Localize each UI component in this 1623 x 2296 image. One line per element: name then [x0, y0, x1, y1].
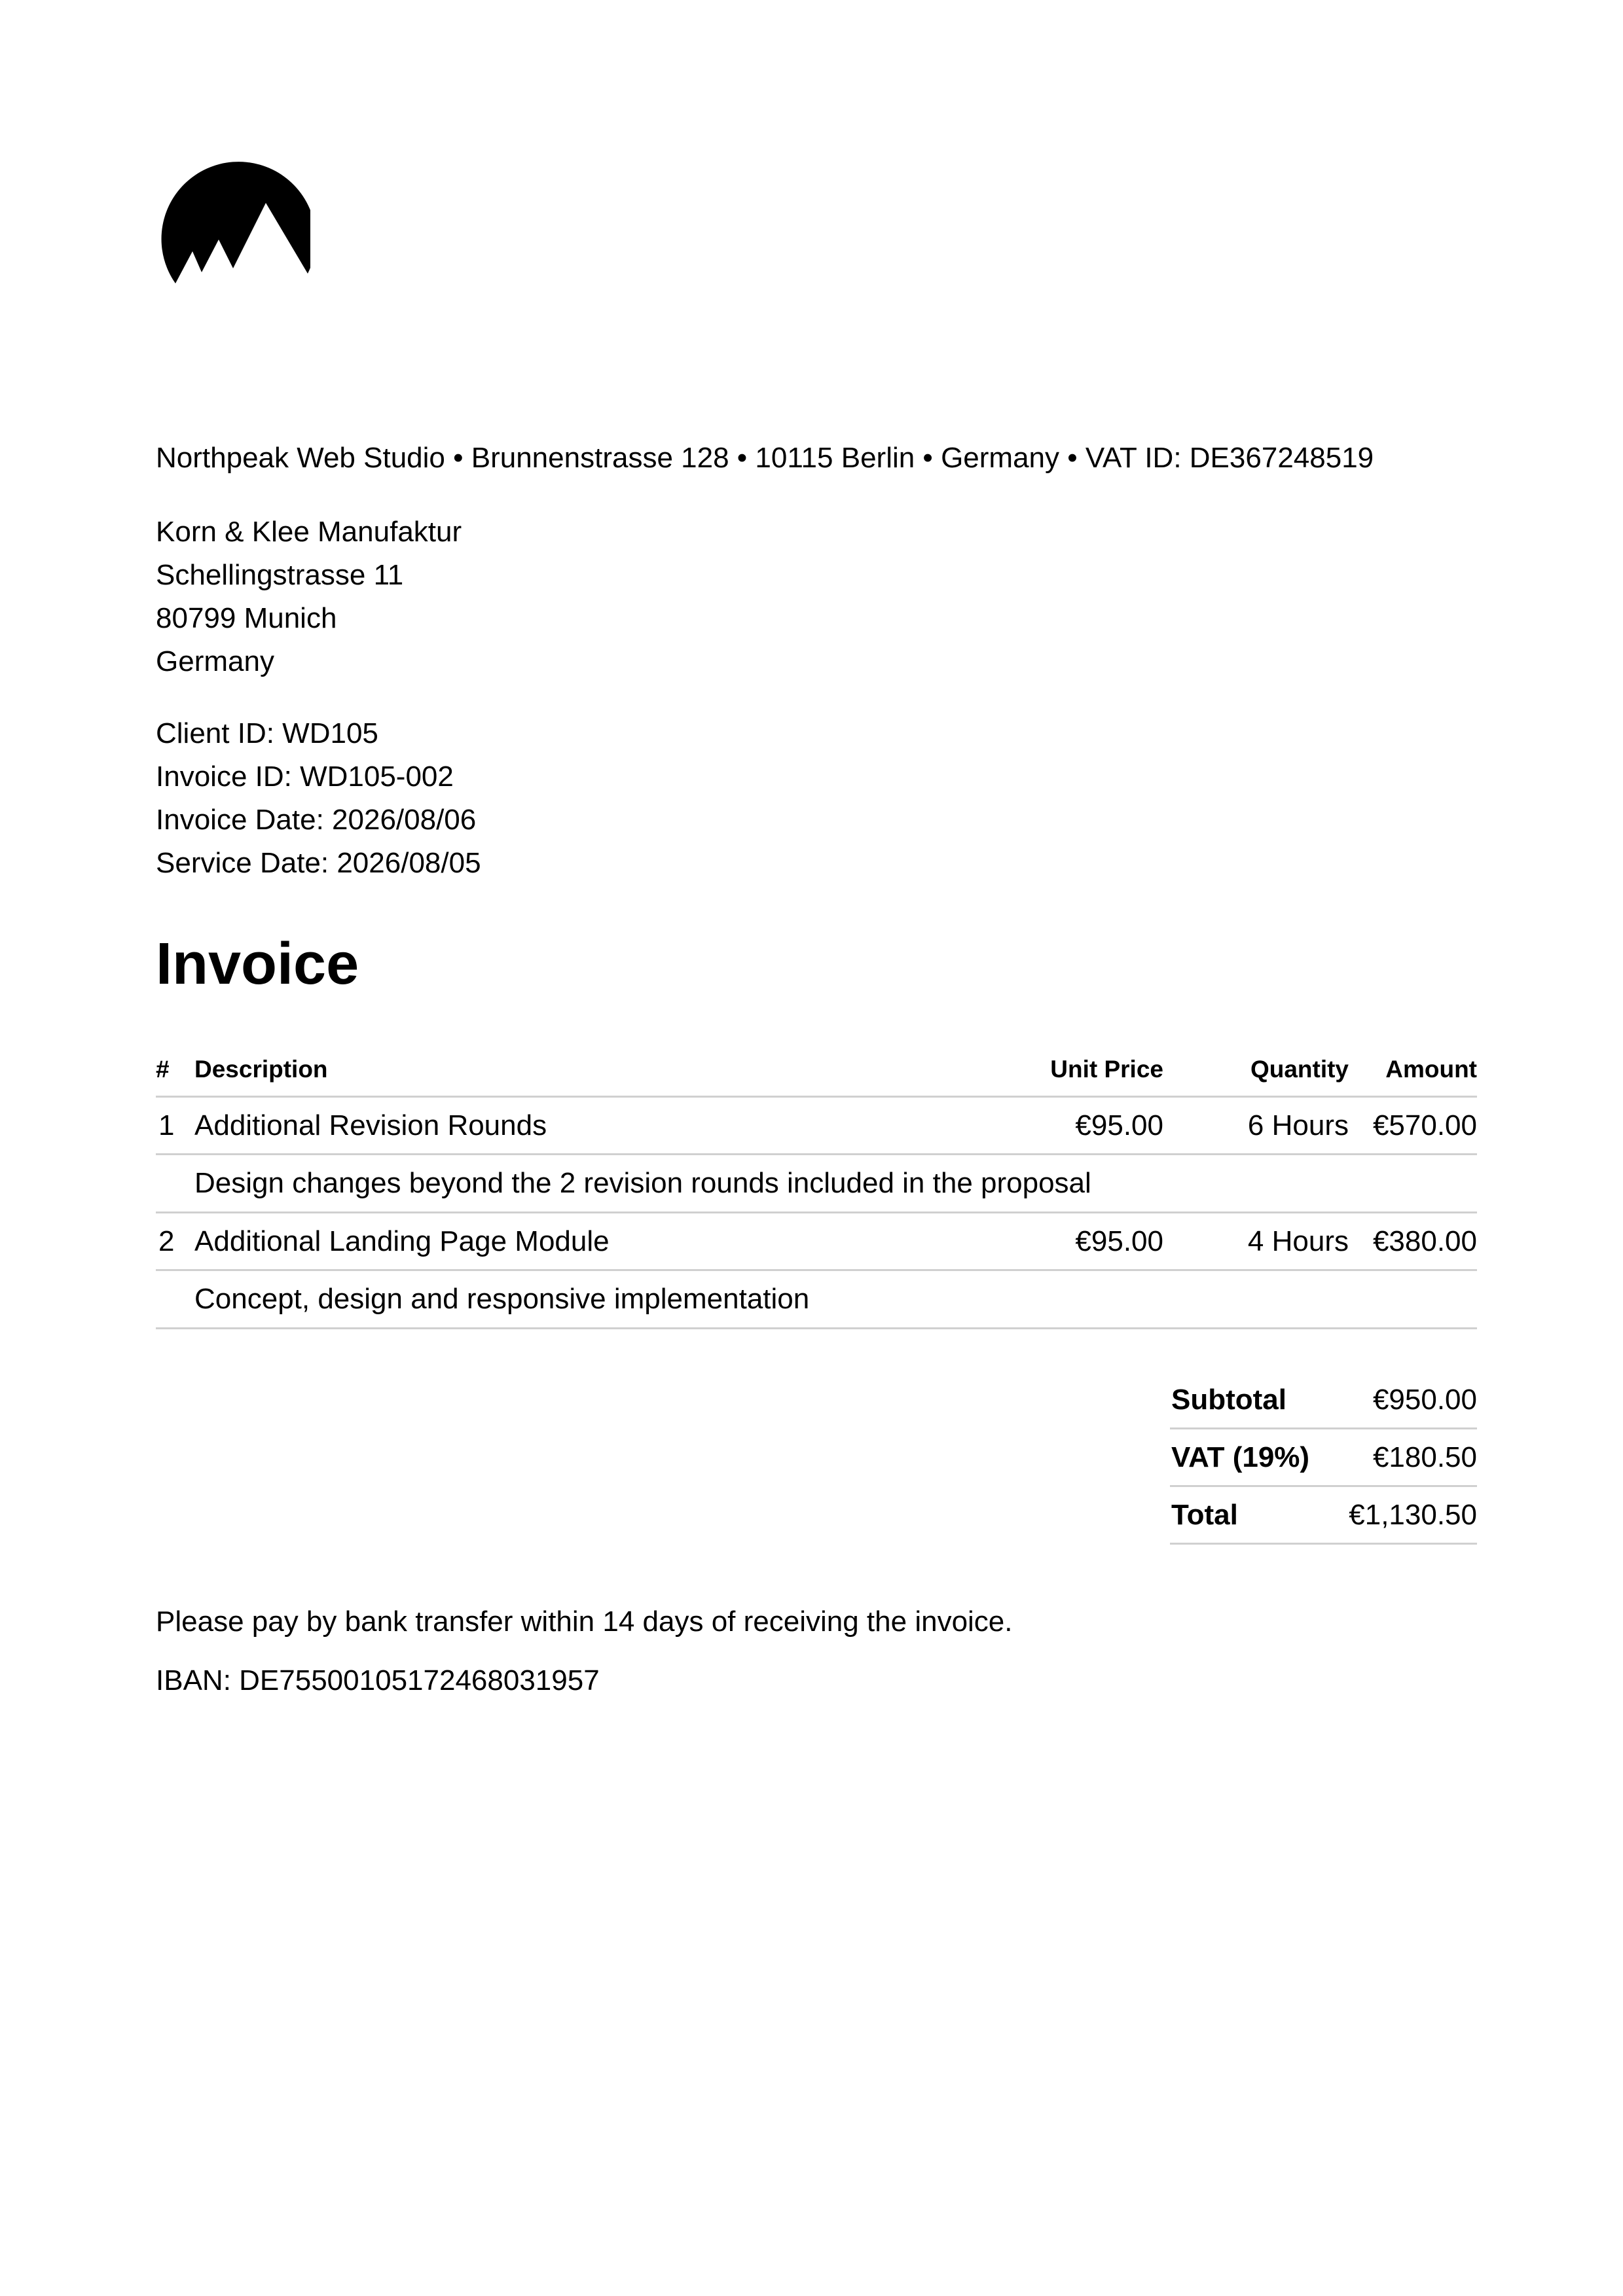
invoice-id: Invoice ID: WD105-002 — [156, 761, 454, 793]
recipient-country: Germany — [156, 645, 274, 677]
page-title: Invoice — [156, 931, 359, 997]
item-detail: Design changes beyond the 2 revision rounds included in the proposal — [194, 1155, 1477, 1213]
table-row — [156, 1097, 1477, 1155]
header-unit-price: Unit Price — [967, 1043, 1163, 1097]
item-unit-price: €95.00 — [967, 1213, 1163, 1270]
subtotal-value: €950.00 — [1330, 1372, 1477, 1429]
service-date: Service Date: 2026/08/05 — [156, 847, 481, 879]
line-items-table — [156, 1043, 1477, 1329]
vat-value: €180.50 — [1330, 1429, 1477, 1486]
subtotal-label: Subtotal — [1170, 1372, 1330, 1429]
total-row — [1170, 1486, 1477, 1544]
detail-spacer — [156, 1155, 194, 1213]
total-value: €1,130.50 — [1330, 1486, 1477, 1544]
table-row — [156, 1213, 1477, 1270]
table-header-row — [156, 1043, 1477, 1097]
recipient-address — [156, 511, 462, 683]
vat-label: VAT (19%) — [1170, 1429, 1330, 1486]
item-detail: Concept, design and responsive implementation — [194, 1270, 1477, 1329]
recipient-name: Korn & Klee Manufaktur — [156, 516, 462, 548]
client-id: Client ID: WD105 — [156, 717, 378, 749]
header-amount: Amount — [1349, 1043, 1477, 1097]
sender-address-line: Northpeak Web Studio • Brunnenstrasse 128 • 10115 Berlin • Germany • VAT ID: DE367248519 — [156, 442, 1374, 474]
iban: IBAN: DE75500105172468031957 — [156, 1664, 600, 1696]
totals-table — [1170, 1372, 1477, 1545]
item-quantity: 4 Hours — [1163, 1213, 1349, 1270]
subtotal-row — [1170, 1372, 1477, 1429]
item-number: 2 — [156, 1213, 194, 1270]
header-quantity: Quantity — [1163, 1043, 1349, 1097]
header-description: Description — [194, 1043, 967, 1097]
recipient-city: 80799 Munich — [156, 602, 337, 634]
item-title: Additional Revision Rounds — [194, 1097, 967, 1155]
invoice-meta — [156, 712, 481, 885]
item-amount: €380.00 — [1349, 1213, 1477, 1270]
payment-note: Please pay by bank transfer within 14 days of receiving the invoice. — [156, 1605, 1013, 1638]
header-number: # — [156, 1043, 194, 1097]
table-row-detail — [156, 1270, 1477, 1329]
item-unit-price: €95.00 — [967, 1097, 1163, 1155]
total-label: Total — [1170, 1486, 1330, 1544]
invoice-date: Invoice Date: 2026/08/06 — [156, 804, 477, 836]
item-quantity: 6 Hours — [1163, 1097, 1349, 1155]
item-title: Additional Landing Page Module — [194, 1213, 967, 1270]
item-number: 1 — [156, 1097, 194, 1155]
mountain-logo-icon — [156, 156, 310, 287]
item-amount: €570.00 — [1349, 1097, 1477, 1155]
vat-row — [1170, 1429, 1477, 1486]
recipient-street: Schellingstrasse 11 — [156, 559, 404, 591]
detail-spacer — [156, 1270, 194, 1329]
table-row-detail — [156, 1155, 1477, 1213]
